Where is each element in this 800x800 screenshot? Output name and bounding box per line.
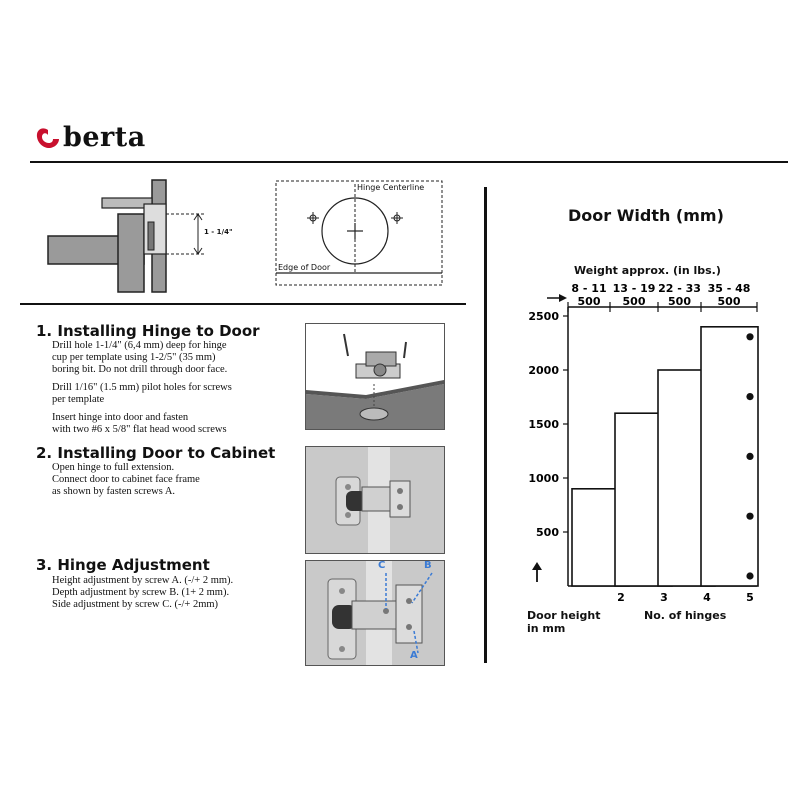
screw-a-label: A <box>410 650 418 661</box>
y-tick-label: 1500 <box>528 418 559 431</box>
door-width-label: 500 <box>668 295 691 308</box>
hinge-centerline-label: Hinge Centerline <box>357 183 425 192</box>
x-axis-label: No. of hinges <box>644 609 727 622</box>
weight-arrow-icon <box>559 294 567 302</box>
chart-title: Door Width (mm) <box>568 206 724 225</box>
brand-name: berta <box>63 122 146 153</box>
hinge-dot <box>746 453 753 460</box>
section-1-line: cup per template using 1-2/5" (35 mm) <box>52 352 216 363</box>
y-axis-arrow-icon <box>532 562 542 570</box>
x-tick-label: 3 <box>660 591 668 604</box>
section-1-line: Insert hinge into door and fasten <box>52 412 189 423</box>
screw-c-label: C <box>378 560 386 571</box>
y-tick-label: 2500 <box>528 310 559 323</box>
section-1-line: boring bit. Do not drill through door face. <box>52 364 228 375</box>
door-width-label: 500 <box>717 295 741 308</box>
berta-logo-icon <box>36 127 60 149</box>
y-axis-label <box>527 609 601 635</box>
hinge-door-illustration <box>305 323 445 430</box>
section-2-line: as shown by fasten screws A. <box>52 486 176 497</box>
y-axis-label-line: Door height <box>527 609 601 622</box>
y-tick-label: 1000 <box>528 472 559 485</box>
y-tick-label: 2000 <box>528 364 559 377</box>
weight-range-label: 35 - 48 <box>707 282 751 295</box>
section-2-line: Open hinge to full extension. <box>52 462 175 473</box>
x-tick-label: 2 <box>617 591 625 604</box>
middle-divider <box>20 303 466 305</box>
section-1-text <box>52 340 232 436</box>
door-width-label: 500 <box>622 295 646 308</box>
hinge-dot <box>746 513 753 520</box>
drilling-template-diagram <box>275 180 445 290</box>
section-2-title: 2. Installing Door to Cabinet <box>36 444 276 462</box>
section-1-line: with two #6 x 5/8" flat head wood screws <box>52 424 227 435</box>
top-divider <box>30 161 788 163</box>
hinge-cabinet-photo <box>305 446 445 554</box>
hinge-dot <box>746 572 753 579</box>
section-3-line: Height adjustment by screw A. (-/+ 2 mm). <box>52 575 234 586</box>
x-tick-label: 5 <box>746 591 754 604</box>
dimension-label: 1 - 1/4" <box>204 228 233 236</box>
door-width-chart <box>495 276 795 636</box>
hinge-dot <box>746 393 753 400</box>
section-3-text <box>52 575 233 611</box>
section-1-line: Drill hole 1-1/4" (6,4 mm) deep for hinge <box>52 340 227 351</box>
weight-range-label: 22 - 33 <box>658 282 701 295</box>
weight-range-label: 8 - 11 <box>571 282 607 295</box>
door-width-label: 500 <box>577 295 601 308</box>
brand-logo <box>36 122 146 153</box>
hinge-dot <box>746 333 753 340</box>
section-3-line: Depth adjustment by screw B. (1+ 2 mm). <box>52 587 230 598</box>
section-2-text <box>52 462 200 498</box>
x-tick-label: 4 <box>703 591 711 604</box>
section-1-line: Drill 1/16" (1.5 mm) pilot holes for screws <box>52 382 232 393</box>
edge-of-door-label: Edge of Door <box>278 263 331 272</box>
weight-range-label: 13 - 19 <box>612 282 656 295</box>
section-1-title: 1. Installing Hinge to Door <box>36 322 260 340</box>
hinge-adjustment-photo <box>305 560 445 666</box>
y-axis-label-line: in mm <box>527 622 566 635</box>
section-3-line: Side adjustment by screw C. (-/+ 2mm) <box>52 599 219 610</box>
weight-header: Weight approx. (in lbs.) <box>574 264 721 277</box>
section-1-line: per template <box>52 394 105 405</box>
y-tick-label: 500 <box>536 526 559 539</box>
section-2-line: Connect door to cabinet face frame <box>52 474 200 485</box>
vertical-divider <box>484 187 487 663</box>
screw-b-label: B <box>424 560 432 571</box>
section-3-title: 3. Hinge Adjustment <box>36 556 210 574</box>
